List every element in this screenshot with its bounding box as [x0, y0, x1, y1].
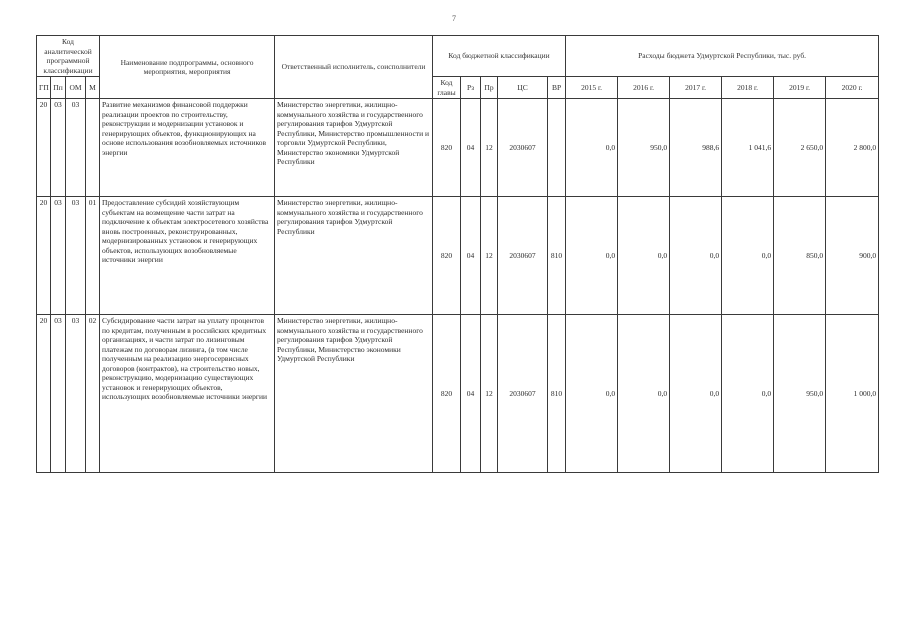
table-row	[37, 99, 879, 197]
value-cell: 0,0	[670, 315, 722, 473]
vr-header: ВР	[548, 77, 566, 99]
om-cell: 03	[66, 99, 86, 197]
value-cell: 2 650,0	[774, 99, 826, 197]
value-cell: 1 000,0	[826, 315, 879, 473]
year-header: 2019 г.	[774, 77, 826, 99]
kod-glavy-header: Код главы	[433, 77, 461, 99]
name-cell: Субсидирование части затрат на уплату процентов по кредитам, полученным в российских кредитных организациях, и части затрат по лизинговым платежам по договорам лизинга, (в том числе полученным на реализацию энергосервисных договоров (контрактов), на строительство новых, реконструкцию, модернизацию существующих установок и генерирующих объектов, использующих возобновляемые источники энергии	[100, 315, 275, 473]
vr-cell: 810	[548, 315, 566, 473]
page-number: 7	[452, 14, 456, 23]
cs-header: ЦС	[498, 77, 548, 99]
cs-cell: 2030607	[498, 99, 548, 197]
gp-cell: 20	[37, 315, 51, 473]
om-header: ОМ	[66, 77, 86, 99]
name-cell: Предоставление субсидий хозяйствующим субъектам на возмещение части затрат на подключение к объектам электросетевого хозяйства вновь построенных, реконструированных, модернизированных установок и генерирующих объектов, использующих возобновляемые источники энергии	[100, 197, 275, 315]
value-cell: 0,0	[566, 99, 618, 197]
m-cell: 01	[86, 197, 100, 315]
value-cell: 0,0	[670, 197, 722, 315]
value-cell: 0,0	[722, 197, 774, 315]
value-cell: 950,0	[774, 315, 826, 473]
value-cell: 0,0	[722, 315, 774, 473]
rz-cell: 04	[461, 99, 481, 197]
kod-cell: 820	[433, 315, 461, 473]
value-cell: 1 041,6	[722, 99, 774, 197]
kod-cell: 820	[433, 197, 461, 315]
value-cell: 900,0	[826, 197, 879, 315]
om-cell: 03	[66, 197, 86, 315]
vr-cell: 810	[548, 197, 566, 315]
year-header: 2017 г.	[670, 77, 722, 99]
budget-class-header: Код бюджетной классификации	[433, 36, 566, 77]
m-header: М	[86, 77, 100, 99]
year-header: 2020 г.	[826, 77, 879, 99]
m-cell: 02	[86, 315, 100, 473]
pr-cell: 12	[481, 197, 498, 315]
rz-cell: 04	[461, 315, 481, 473]
cs-cell: 2030607	[498, 315, 548, 473]
year-header: 2018 г.	[722, 77, 774, 99]
rz-header: Рз	[461, 77, 481, 99]
pp-header: Пп	[51, 77, 66, 99]
year-header: 2016 г.	[618, 77, 670, 99]
pp-cell: 03	[51, 197, 66, 315]
executor-cell: Министерство энергетики, жилищно-коммунального хозяйства и государственного регулирования тарифов Удмуртской Республики	[275, 197, 433, 315]
m-cell	[86, 99, 100, 197]
name-cell: Развитие механизмов финансовой поддержки реализации проектов по строительству, реконструкции и модернизации установок и генерирующих объектов, функционирующих на основе использования возобновляемых источников энергии	[100, 99, 275, 197]
pr-cell: 12	[481, 99, 498, 197]
value-cell: 0,0	[566, 197, 618, 315]
pp-cell: 03	[51, 315, 66, 473]
executor-header: Ответственный исполнитель, соисполнители	[275, 36, 433, 99]
budget-table	[36, 35, 879, 473]
value-cell: 988,6	[670, 99, 722, 197]
pr-cell: 12	[481, 315, 498, 473]
executor-cell: Министерство энергетики, жилищно-коммунального хозяйства и государственного регулирования тарифов Удмуртской Республики, Министерство промышленности и торговли Удмуртской Республики, Министерство экономики Удмуртской Республики	[275, 99, 433, 197]
table-row	[37, 197, 879, 315]
gp-cell: 20	[37, 99, 51, 197]
value-cell: 0,0	[618, 197, 670, 315]
pr-header: Пр	[481, 77, 498, 99]
value-cell: 2 800,0	[826, 99, 879, 197]
pp-cell: 03	[51, 99, 66, 197]
value-cell: 850,0	[774, 197, 826, 315]
analytic-code-header: Код аналитической программной классификации	[37, 36, 100, 77]
value-cell: 0,0	[566, 315, 618, 473]
year-header: 2015 г.	[566, 77, 618, 99]
table-row	[37, 315, 879, 473]
cs-cell: 2030607	[498, 197, 548, 315]
gp-header: ГП	[37, 77, 51, 99]
value-cell: 950,0	[618, 99, 670, 197]
om-cell: 03	[66, 315, 86, 473]
gp-cell: 20	[37, 197, 51, 315]
executor-cell: Министерство энергетики, жилищно-коммунального хозяйства и государственного регулирования тарифов Удмуртской Республики, Министерство экономики Удмуртской Республики	[275, 315, 433, 473]
rz-cell: 04	[461, 197, 481, 315]
kod-cell: 820	[433, 99, 461, 197]
expenses-header: Расходы бюджета Удмуртской Республики, тыс. руб.	[566, 36, 879, 77]
vr-cell	[548, 99, 566, 197]
name-header: Наименование подпрограммы, основного мероприятия, мероприятия	[100, 36, 275, 99]
value-cell: 0,0	[618, 315, 670, 473]
